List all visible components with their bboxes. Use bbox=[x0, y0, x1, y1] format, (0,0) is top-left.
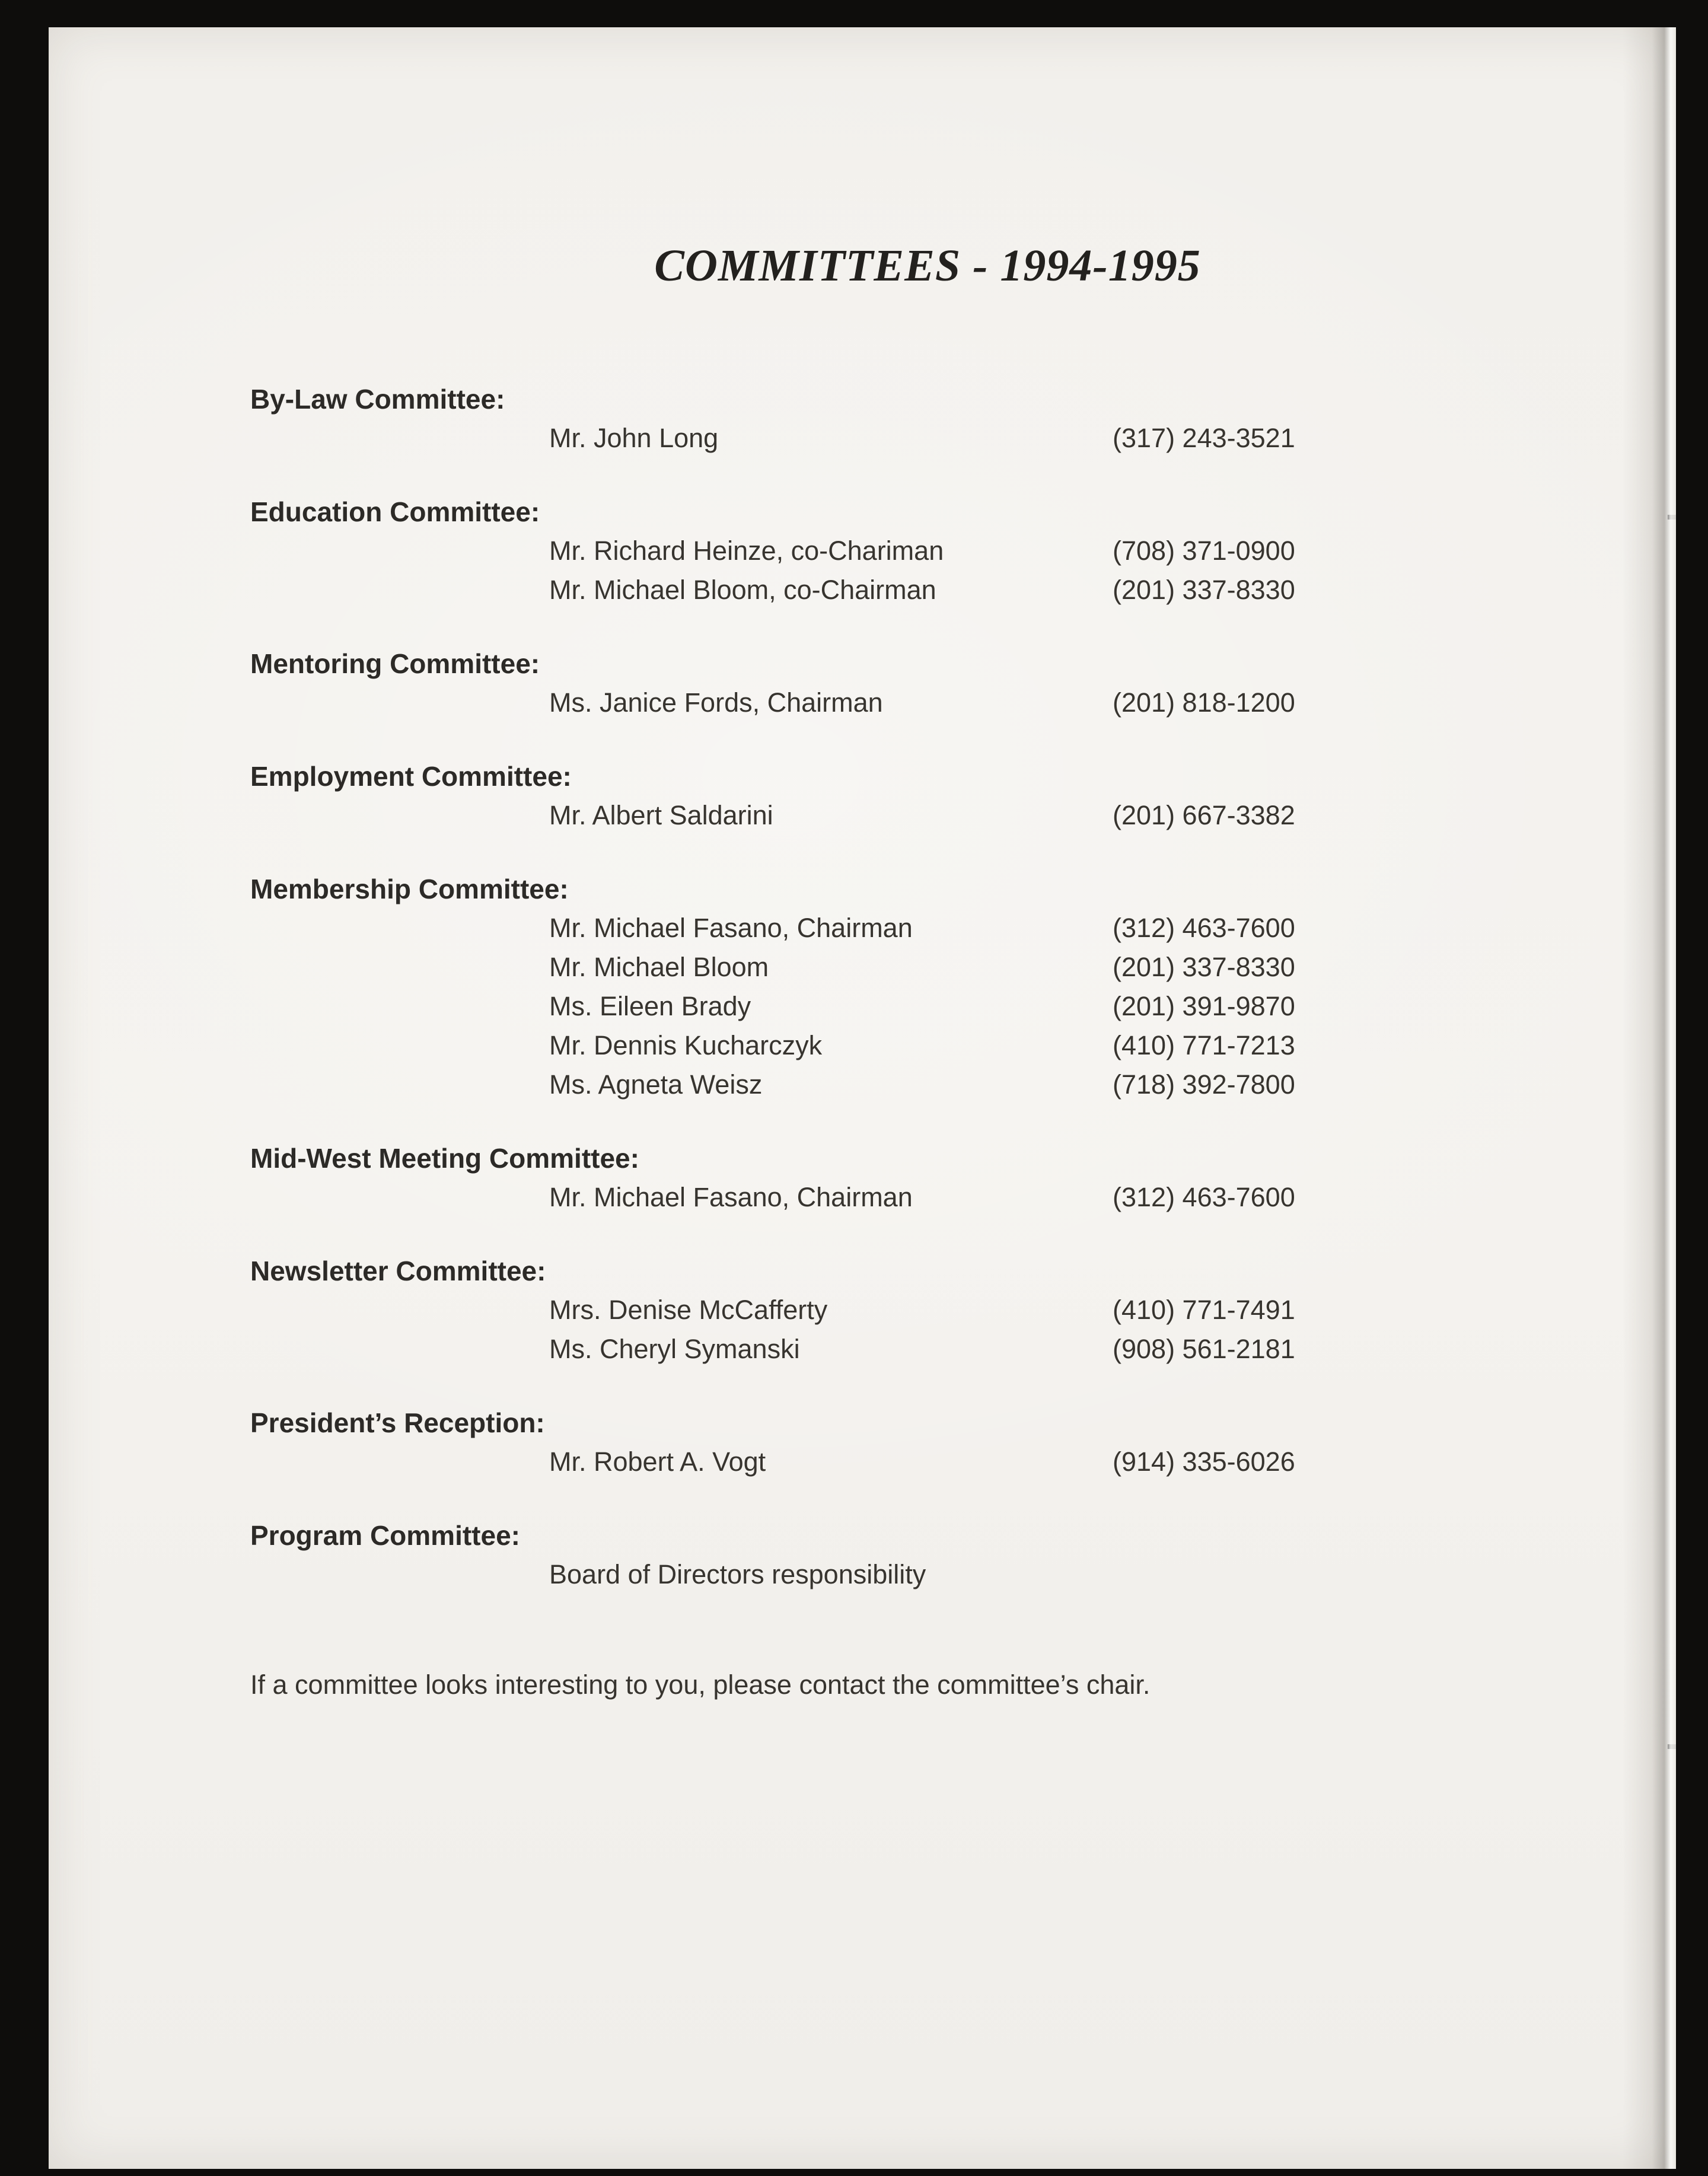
committee-section bbox=[250, 1516, 1605, 1594]
member-row bbox=[549, 1330, 1605, 1369]
member-name: Ms. Eileen Brady bbox=[549, 991, 751, 1021]
member-phone: (410) 771-7491 bbox=[1113, 1295, 1295, 1325]
committee-section bbox=[250, 757, 1605, 835]
member-name: Mr. John Long bbox=[549, 423, 719, 453]
committee-heading: Employment Committee: bbox=[250, 761, 572, 792]
member-phone: (410) 771-7213 bbox=[1113, 1030, 1295, 1060]
member-row bbox=[549, 571, 1605, 610]
member-phone: (908) 561-2181 bbox=[1113, 1334, 1295, 1364]
member-row bbox=[549, 987, 1605, 1026]
member-phone bbox=[1113, 1555, 1605, 1594]
committee-members bbox=[250, 1178, 1605, 1217]
committee-members bbox=[250, 531, 1605, 610]
committee-section bbox=[250, 1403, 1605, 1482]
member-row bbox=[549, 531, 1605, 571]
page-content bbox=[49, 27, 1676, 1705]
committee-list bbox=[250, 380, 1605, 1594]
member-row bbox=[549, 419, 1605, 458]
member-name: Mr. Michael Bloom bbox=[549, 952, 769, 982]
committee-section bbox=[250, 869, 1605, 1104]
committee-members bbox=[250, 419, 1605, 458]
page-title: COMMITTEES - 1994-1995 bbox=[654, 241, 1201, 291]
member-phone: (201) 337-8330 bbox=[1113, 575, 1295, 605]
member-row bbox=[549, 1026, 1605, 1065]
scan-artifact-tick bbox=[1668, 1744, 1676, 1749]
member-phone: (201) 337-8330 bbox=[1113, 952, 1295, 982]
member-phone: (718) 392-7800 bbox=[1113, 1069, 1295, 1100]
committee-members bbox=[250, 1291, 1605, 1369]
member-phone: (312) 463-7600 bbox=[1113, 1182, 1295, 1212]
member-row bbox=[549, 909, 1605, 948]
member-row bbox=[549, 1442, 1605, 1482]
committee-members bbox=[250, 1442, 1605, 1482]
committee-heading: Mid-West Meeting Committee: bbox=[250, 1143, 639, 1174]
committee-heading: President’s Reception: bbox=[250, 1407, 545, 1438]
member-phone: (201) 818-1200 bbox=[1113, 687, 1295, 718]
committee-section bbox=[250, 380, 1605, 458]
member-phone: (914) 335-6026 bbox=[1113, 1447, 1295, 1477]
committee-heading: Newsletter Committee: bbox=[250, 1256, 546, 1286]
committee-heading: Mentoring Committee: bbox=[250, 648, 540, 679]
member-name: Mr. Michael Bloom, co-Chairman bbox=[549, 575, 936, 605]
member-name: Ms. Cheryl Symanski bbox=[549, 1334, 800, 1364]
member-row bbox=[549, 796, 1605, 835]
member-name: Mrs. Denise McCafferty bbox=[549, 1295, 828, 1325]
member-row bbox=[549, 1178, 1605, 1217]
member-row bbox=[549, 683, 1605, 722]
committee-section bbox=[250, 1251, 1605, 1369]
member-phone: (708) 371-0900 bbox=[1113, 536, 1295, 566]
member-phone: (201) 391-9870 bbox=[1113, 991, 1295, 1021]
member-row bbox=[549, 948, 1605, 987]
committee-members bbox=[250, 683, 1605, 722]
member-name: Mr. Robert A. Vogt bbox=[549, 1447, 766, 1477]
committee-members bbox=[250, 1555, 1605, 1594]
member-phone: (201) 667-3382 bbox=[1113, 800, 1295, 830]
committee-members bbox=[250, 796, 1605, 835]
member-row bbox=[549, 1065, 1605, 1104]
member-name: Mr. Albert Saldarini bbox=[549, 800, 773, 830]
member-phone: (317) 243-3521 bbox=[1113, 423, 1295, 453]
footer-note: If a committee looks interesting to you, please contact the committee’s chair. bbox=[250, 1670, 1151, 1700]
member-name: Ms. Janice Fords, Chairman bbox=[549, 687, 883, 718]
committee-heading: Program Committee: bbox=[250, 1520, 520, 1551]
committee-section bbox=[250, 1139, 1605, 1217]
member-name: Mr. Dennis Kucharczyk bbox=[549, 1030, 823, 1060]
committee-section bbox=[250, 492, 1605, 610]
member-name: Mr. Michael Fasano, Chairman bbox=[549, 913, 913, 943]
scanned-page bbox=[49, 27, 1676, 2169]
committee-members bbox=[250, 909, 1605, 1104]
member-name: Board of Directors responsibility bbox=[549, 1559, 926, 1589]
member-name: Mr. Michael Fasano, Chairman bbox=[549, 1182, 913, 1212]
committee-section bbox=[250, 644, 1605, 722]
committee-heading: By-Law Committee: bbox=[250, 384, 505, 415]
member-phone: (312) 463-7600 bbox=[1113, 913, 1295, 943]
committee-heading: Membership Committee: bbox=[250, 874, 569, 904]
committee-heading: Education Committee: bbox=[250, 496, 540, 527]
member-row bbox=[549, 1555, 1605, 1594]
member-row bbox=[549, 1291, 1605, 1330]
member-name: Ms. Agneta Weisz bbox=[549, 1069, 763, 1100]
member-name: Mr. Richard Heinze, co-Chariman bbox=[549, 536, 944, 566]
